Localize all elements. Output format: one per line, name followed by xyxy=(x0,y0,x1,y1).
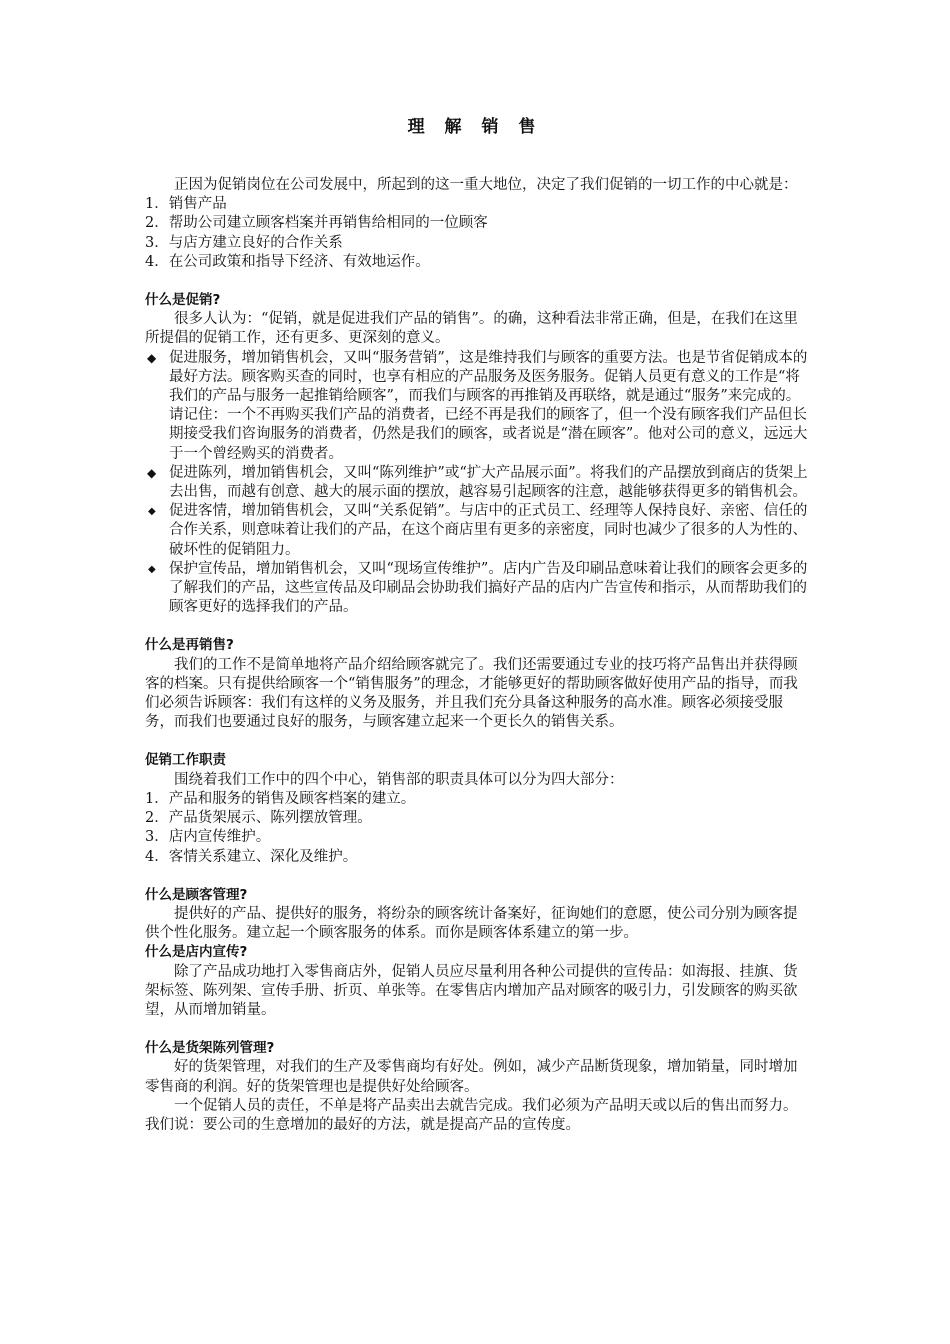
small-diamond-bullet-icon: ◆ xyxy=(148,506,156,518)
intro-item: 2．帮助公司建立顾客档案并再销售给相同的一位顾客 xyxy=(145,215,488,232)
customer-mgmt-paragraph: 提供好的产品、提供好的服务，将纷杂的顾客统计备案好，征询她们的意愿，使公司分别为顾客提供个性化服务。建立起一个顾客服务的体系。而你是顾客体系建立的第一步。 xyxy=(145,905,798,942)
intro-paragraph: 正因为促销岗位在公司发展中，所起到的这一重大地位，决定了我们促销的一切工作的中心就是： xyxy=(174,177,798,193)
duties-item: 1．产品和服务的销售及顾客档案的建立。 xyxy=(145,790,416,807)
document-body xyxy=(145,176,810,1135)
diamond-bullet-icon: ◆ xyxy=(147,465,157,480)
bullet-item xyxy=(145,349,810,464)
section-heading-resale: 什么是再销售? xyxy=(145,637,234,654)
bullet-text: 保护宣传品，增加销售机会，又叫“现场宣传维护”。店内广告及印刷品意味着让我们的顾客会更多的了解我们的产品，这些宣传品及印刷品会协助我们搞好产品的店内广告宣传和指示，从而帮助我们的顾客更好的选择我们的产品。 xyxy=(169,560,808,616)
section-heading-duties: 促销工作职责 xyxy=(145,752,226,769)
store-promo-paragraph: 除了产品成功地打入零售商店外，促销人员应尽量利用各种公司提供的宣传品：如海报、挂旗、货架标签、陈列架、宣传手册、折页、单张等。在零售店内增加产品对顾客的吸引力，引发顾客的购买欲望，从而增加销量。 xyxy=(145,963,798,1018)
section-heading-store-promo: 什么是店内宣传? xyxy=(145,944,248,961)
bullet-item xyxy=(145,464,810,502)
document-title: 理 解 销 售 xyxy=(407,117,543,137)
duties-item: 3．店内宣传维护。 xyxy=(145,829,271,846)
bullet-text: 促进服务，增加销售机会，又叫“服务营销”，这是维持我们与顾客的重要方法。也是节省促销成本的最好方法。顾客购买查的同时，也享有相应的产品服务及医务服务。促销人员更有意义的工作是“将我们的产品与服务一起推销给顾客”，而我们与顾客的再推销及再联络，就是通过“服务”来完成的。请记住：一个不再购买我们产品的消费者，已经不再是我们的顾客了，但一个没有顾客我们产品但长期接受我们咨询服务的消费者，仍然是我们的顾客，或者说是“潜在顾客”。他对公司的意义，远远大于一个曾经购买的消费者。 xyxy=(169,349,808,462)
intro-item: 4．在公司政策和指导下经济、有效地运作。 xyxy=(145,253,430,270)
section-heading-shelf-mgmt: 什么是货架陈列管理? xyxy=(145,1040,275,1057)
shelf-mgmt-paragraph: 一个促销人员的责任，不单是将产品卖出去就告完成。我们必须为产品明天或以后的售出而努力。我们说：要公司的生意增加的最好的方法，就是提高产品的宣传度。 xyxy=(145,1097,798,1133)
bullet-text: 促进陈列，增加销售机会，又叫“陈列维护”或“扩大产品展示面”。将我们的产品摆放到商店的货架上去出售，而越有创意、越大的展示面的摆放，越容易引起顾客的注意，越能够获得更多的销售机会。 xyxy=(169,464,808,501)
duties-item: 2．产品货架展示、陈列摆放管理。 xyxy=(145,810,372,827)
promotion-paragraph: 很多人认为：“促销，就是促进我们产品的销售”。的确，这种看法非常正确，但是，在我们在这里所提倡的促销工作，还有更多、更深刻的意义。 xyxy=(145,311,798,347)
duties-paragraph: 围绕着我们工作中的四个中心，销售部的职责具体可以分为四大部分： xyxy=(174,771,624,788)
intro-item: 3．与店方建立良好的合作关系 xyxy=(145,234,343,251)
intro-item: 1．销售产品 xyxy=(145,196,227,213)
section-heading-customer-mgmt: 什么是顾客管理? xyxy=(145,886,248,903)
bullet-item xyxy=(145,502,810,560)
shelf-mgmt-paragraph: 好的货架管理，对我们的生产及零售商均有好处。例如，减少产品断货现象，增加销量，同时增加零售商的利润。好的货架管理也是提供好处给顾客。 xyxy=(145,1059,798,1095)
diamond-bullet-icon: ◆ xyxy=(147,350,157,365)
duties-item: 4．客情关系建立、深化及维护。 xyxy=(145,848,358,865)
bullet-text: 促进客情，增加销售机会，又叫“关系促销”。与店中的正式员工、经理等人保持良好、亲密、信任的合作关系，则意味着让我们的产品，在这个商店里有更多的亲密度，同时也减少了很多的人为性的、破坏性的促销阻力。 xyxy=(169,503,808,558)
resale-paragraph: 我们的工作不是简单地将产品介绍给顾客就完了。我们还需要通过专业的技巧将产品售出并获得顾客的档案。只有提供给顾客一个“销售服务”的理念，才能够更好的帮助顾客做好使用产品的指导，而我们必须告诉顾客：我们有这样的义务及服务，并且我们充分具备这种服务的高水准。顾客必须接受服务，而我们也要通过良好的服务，与顾客建立起来一个更长久的销售关系。 xyxy=(145,656,798,731)
small-diamond-bullet-icon: ◆ xyxy=(148,563,156,575)
bullet-item xyxy=(145,560,810,618)
section-heading-promotion: 什么是促销? xyxy=(145,292,221,309)
